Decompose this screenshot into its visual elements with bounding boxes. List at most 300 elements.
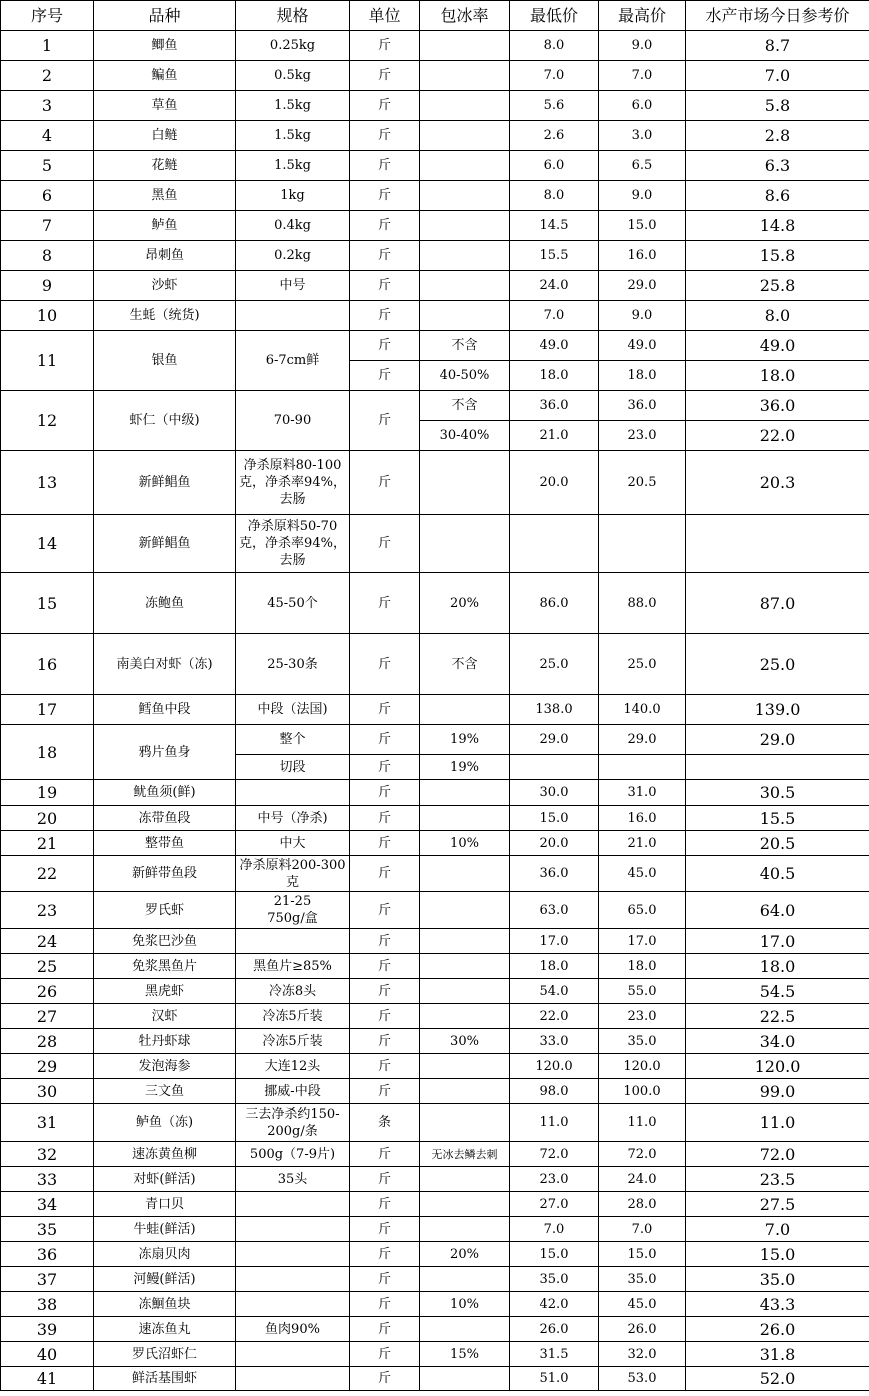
cell-spec: 净杀原料200-300克	[236, 856, 350, 892]
table-row	[1, 1267, 869, 1292]
cell-seq: 17	[1, 695, 94, 725]
cell-spec: 鱼肉90%	[236, 1317, 350, 1342]
cell-ref: 54.5	[686, 979, 869, 1004]
cell-low: 24.0	[510, 271, 599, 301]
cell-unit: 斤	[350, 892, 420, 929]
cell-spec: 0.25kg	[236, 31, 350, 61]
cell-ref: 87.0	[686, 573, 869, 634]
cell-low: 63.0	[510, 892, 599, 929]
cell-seq: 27	[1, 1004, 94, 1029]
cell-high: 25.0	[599, 634, 686, 695]
cell-unit: 斤	[350, 856, 420, 892]
cell-unit: 斤	[350, 271, 420, 301]
cell-ref: 52.0	[686, 1367, 869, 1391]
cell-ice	[420, 91, 510, 121]
header-ref-price: 水产市场今日参考价	[686, 1, 869, 31]
cell-ice	[420, 301, 510, 331]
cell-high: 16.0	[599, 241, 686, 271]
cell-ice: 10%	[420, 1292, 510, 1317]
cell-seq: 15	[1, 573, 94, 634]
table-row	[1, 515, 869, 573]
cell-ice: 20%	[420, 573, 510, 634]
cell-low: 7.0	[510, 1217, 599, 1242]
cell-spec: 净杀原料50-70克，净杀率94%，去肠	[236, 515, 350, 573]
cell-spec: 净杀原料80-100克，净杀率94%，去肠	[236, 451, 350, 515]
cell-ref: 15.8	[686, 241, 869, 271]
table-row	[1, 856, 869, 892]
cell-ref: 25.8	[686, 271, 869, 301]
cell-low: 26.0	[510, 1317, 599, 1342]
table-row	[1, 271, 869, 301]
cell-ice	[420, 181, 510, 211]
cell-low: 6.0	[510, 151, 599, 181]
cell-unit: 斤	[350, 391, 420, 451]
cell-ref: 2.8	[686, 121, 869, 151]
cell-ref: 7.0	[686, 61, 869, 91]
cell-spec	[236, 1192, 350, 1217]
cell-spec: 500g（7-9片)	[236, 1142, 350, 1167]
cell-name: 三文鱼	[94, 1079, 236, 1104]
cell-seq: 33	[1, 1167, 94, 1192]
table-row	[1, 1292, 869, 1317]
cell-spec: 1.5kg	[236, 91, 350, 121]
table-row	[1, 211, 869, 241]
cell-ref: 49.0	[686, 331, 869, 361]
cell-spec: 冷冻5斤装	[236, 1004, 350, 1029]
cell-unit: 斤	[350, 1267, 420, 1292]
cell-low: 49.0	[510, 331, 599, 361]
cell-name: 对虾(鲜活)	[94, 1167, 236, 1192]
cell-ice	[420, 451, 510, 515]
cell-spec: 中段（法国)	[236, 695, 350, 725]
cell-unit: 斤	[350, 31, 420, 61]
cell-spec	[236, 1217, 350, 1242]
cell-ice	[420, 121, 510, 151]
cell-low: 11.0	[510, 1104, 599, 1142]
cell-low: 29.0	[510, 725, 599, 755]
cell-high: 55.0	[599, 979, 686, 1004]
cell-high: 18.0	[599, 361, 686, 391]
cell-ice	[420, 780, 510, 806]
cell-low: 72.0	[510, 1142, 599, 1167]
cell-low: 8.0	[510, 31, 599, 61]
cell-ice: 30%	[420, 1029, 510, 1054]
cell-unit: 斤	[350, 929, 420, 954]
table-row	[1, 1342, 869, 1367]
cell-low: 18.0	[510, 954, 599, 979]
cell-unit: 斤	[350, 1292, 420, 1317]
cell-unit: 斤	[350, 61, 420, 91]
cell-ref: 139.0	[686, 695, 869, 725]
cell-low: 15.5	[510, 241, 599, 271]
cell-low: 7.0	[510, 61, 599, 91]
cell-low: 8.0	[510, 181, 599, 211]
cell-spec	[236, 1292, 350, 1317]
cell-unit: 斤	[350, 1142, 420, 1167]
cell-seq: 13	[1, 451, 94, 515]
cell-seq: 31	[1, 1104, 94, 1142]
cell-name: 鲈鱼	[94, 211, 236, 241]
cell-ref: 72.0	[686, 1142, 869, 1167]
cell-ref: 27.5	[686, 1192, 869, 1217]
cell-unit: 斤	[350, 1167, 420, 1192]
cell-low	[510, 755, 599, 780]
cell-high: 72.0	[599, 1142, 686, 1167]
cell-ice	[420, 241, 510, 271]
cell-seq: 9	[1, 271, 94, 301]
cell-ref: 17.0	[686, 929, 869, 954]
cell-spec: 70-90	[236, 391, 350, 451]
cell-high: 9.0	[599, 181, 686, 211]
cell-ref: 26.0	[686, 1317, 869, 1342]
cell-high: 45.0	[599, 856, 686, 892]
cell-name: 速冻黄鱼柳	[94, 1142, 236, 1167]
cell-low: 5.6	[510, 91, 599, 121]
cell-spec	[236, 780, 350, 806]
cell-name: 鲈鱼（冻)	[94, 1104, 236, 1142]
cell-high: 88.0	[599, 573, 686, 634]
cell-high: 11.0	[599, 1104, 686, 1142]
cell-seq: 36	[1, 1242, 94, 1267]
cell-name: 南美白对虾（冻)	[94, 634, 236, 695]
cell-name: 免浆巴沙鱼	[94, 929, 236, 954]
cell-high: 35.0	[599, 1029, 686, 1054]
cell-seq: 14	[1, 515, 94, 573]
table-row	[1, 892, 869, 929]
cell-seq: 28	[1, 1029, 94, 1054]
cell-spec	[236, 929, 350, 954]
cell-high	[599, 755, 686, 780]
cell-spec	[236, 1267, 350, 1292]
cell-unit: 条	[350, 1104, 420, 1142]
table-row	[1, 954, 869, 979]
header-row	[1, 1, 869, 31]
cell-spec: 整个	[236, 725, 350, 755]
cell-ref: 64.0	[686, 892, 869, 929]
cell-unit: 斤	[350, 121, 420, 151]
cell-ref: 15.0	[686, 1242, 869, 1267]
table-row	[1, 979, 869, 1004]
table-row	[1, 301, 869, 331]
cell-name: 草鱼	[94, 91, 236, 121]
cell-unit: 斤	[350, 755, 420, 780]
cell-seq: 19	[1, 780, 94, 806]
cell-name: 免浆黑鱼片	[94, 954, 236, 979]
cell-name: 牛蛙(鲜活)	[94, 1217, 236, 1242]
cell-seq: 26	[1, 979, 94, 1004]
header-low-price: 最低价	[510, 1, 599, 31]
cell-seq: 35	[1, 1217, 94, 1242]
cell-ice	[420, 1217, 510, 1242]
cell-name: 花鲢	[94, 151, 236, 181]
cell-spec: 21-25 750g/盒	[236, 892, 350, 929]
cell-high: 24.0	[599, 1167, 686, 1192]
cell-ref: 15.5	[686, 806, 869, 831]
cell-seq: 41	[1, 1367, 94, 1391]
cell-low: 30.0	[510, 780, 599, 806]
cell-ref: 18.0	[686, 361, 869, 391]
cell-high: 32.0	[599, 1342, 686, 1367]
cell-unit: 斤	[350, 301, 420, 331]
cell-low: 51.0	[510, 1367, 599, 1391]
cell-unit: 斤	[350, 1192, 420, 1217]
cell-high: 6.5	[599, 151, 686, 181]
cell-high: 100.0	[599, 1079, 686, 1104]
cell-low: 22.0	[510, 1004, 599, 1029]
header-high-price: 最高价	[599, 1, 686, 31]
cell-low: 98.0	[510, 1079, 599, 1104]
table-row	[1, 1004, 869, 1029]
table-row	[1, 634, 869, 695]
cell-ice	[420, 1267, 510, 1292]
cell-seq: 37	[1, 1267, 94, 1292]
cell-high: 31.0	[599, 780, 686, 806]
cell-high: 3.0	[599, 121, 686, 151]
cell-name: 新鲜带鱼段	[94, 856, 236, 892]
cell-spec: 三去净杀约150-200g/条	[236, 1104, 350, 1142]
cell-spec: 1kg	[236, 181, 350, 211]
cell-ice: 30-40%	[420, 421, 510, 451]
cell-high: 28.0	[599, 1192, 686, 1217]
cell-name: 黑鱼	[94, 181, 236, 211]
cell-name: 白鲢	[94, 121, 236, 151]
cell-spec: 1.5kg	[236, 151, 350, 181]
cell-spec: 切段	[236, 755, 350, 780]
cell-ice	[420, 979, 510, 1004]
cell-ref: 29.0	[686, 725, 869, 755]
cell-ice	[420, 31, 510, 61]
cell-spec: 25-30条	[236, 634, 350, 695]
cell-unit: 斤	[350, 361, 420, 391]
cell-spec: 35头	[236, 1167, 350, 1192]
cell-name: 河鳗(鲜活)	[94, 1267, 236, 1292]
table-row	[1, 241, 869, 271]
cell-name: 鳊鱼	[94, 61, 236, 91]
cell-seq: 18	[1, 725, 94, 780]
cell-unit: 斤	[350, 1342, 420, 1367]
cell-seq: 4	[1, 121, 94, 151]
cell-high: 16.0	[599, 806, 686, 831]
cell-ice: 20%	[420, 1242, 510, 1267]
cell-ice: 19%	[420, 755, 510, 780]
cell-low: 138.0	[510, 695, 599, 725]
cell-ice: 不含	[420, 391, 510, 421]
cell-ref: 5.8	[686, 91, 869, 121]
cell-seq: 16	[1, 634, 94, 695]
cell-high: 29.0	[599, 271, 686, 301]
table-row	[1, 695, 869, 725]
cell-spec	[236, 1342, 350, 1367]
cell-low: 23.0	[510, 1167, 599, 1192]
cell-ref: 20.3	[686, 451, 869, 515]
cell-name: 汉虾	[94, 1004, 236, 1029]
cell-unit: 斤	[350, 515, 420, 573]
cell-name: 罗氏沼虾仁	[94, 1342, 236, 1367]
cell-name: 银鱼	[94, 331, 236, 391]
cell-unit: 斤	[350, 1054, 420, 1079]
cell-unit: 斤	[350, 241, 420, 271]
cell-spec	[236, 1367, 350, 1391]
cell-name: 冻扇贝肉	[94, 1242, 236, 1267]
table-row	[1, 806, 869, 831]
table-row	[1, 451, 869, 515]
cell-unit: 斤	[350, 725, 420, 755]
cell-low: 25.0	[510, 634, 599, 695]
cell-spec: 大连12头	[236, 1054, 350, 1079]
table-row	[1, 331, 869, 361]
cell-name: 罗氏虾	[94, 892, 236, 929]
cell-high: 23.0	[599, 421, 686, 451]
table-row	[1, 91, 869, 121]
cell-ref: 35.0	[686, 1267, 869, 1292]
cell-seq: 24	[1, 929, 94, 954]
cell-high: 7.0	[599, 1217, 686, 1242]
cell-ice	[420, 61, 510, 91]
cell-unit: 斤	[350, 954, 420, 979]
cell-spec: 0.4kg	[236, 211, 350, 241]
table-row	[1, 1192, 869, 1217]
cell-ref: 43.3	[686, 1292, 869, 1317]
cell-seq: 32	[1, 1142, 94, 1167]
cell-high: 120.0	[599, 1054, 686, 1079]
cell-low: 36.0	[510, 856, 599, 892]
table-row	[1, 61, 869, 91]
cell-high: 140.0	[599, 695, 686, 725]
table-row	[1, 1079, 869, 1104]
cell-spec	[236, 1242, 350, 1267]
cell-low: 2.6	[510, 121, 599, 151]
table-row	[1, 831, 869, 856]
cell-ref: 23.5	[686, 1167, 869, 1192]
cell-high: 9.0	[599, 301, 686, 331]
cell-ref	[686, 515, 869, 573]
cell-high: 23.0	[599, 1004, 686, 1029]
cell-high: 20.5	[599, 451, 686, 515]
cell-low: 33.0	[510, 1029, 599, 1054]
cell-low: 20.0	[510, 451, 599, 515]
cell-low: 86.0	[510, 573, 599, 634]
cell-ice	[420, 856, 510, 892]
header-ice-rate: 包冰率	[420, 1, 510, 31]
cell-unit: 斤	[350, 780, 420, 806]
cell-ice: 15%	[420, 1342, 510, 1367]
cell-high: 6.0	[599, 91, 686, 121]
cell-ice	[420, 1317, 510, 1342]
cell-low: 42.0	[510, 1292, 599, 1317]
cell-seq: 12	[1, 391, 94, 451]
cell-low: 21.0	[510, 421, 599, 451]
cell-name: 虾仁（中级)	[94, 391, 236, 451]
cell-ref: 22.5	[686, 1004, 869, 1029]
header-name: 品种	[94, 1, 236, 31]
cell-low: 15.0	[510, 806, 599, 831]
cell-ref: 34.0	[686, 1029, 869, 1054]
table-row	[1, 1367, 869, 1391]
cell-name: 生蚝（统货)	[94, 301, 236, 331]
cell-unit: 斤	[350, 634, 420, 695]
cell-spec: 1.5kg	[236, 121, 350, 151]
cell-ice: 不含	[420, 331, 510, 361]
table-row	[1, 1167, 869, 1192]
cell-unit: 斤	[350, 695, 420, 725]
cell-name: 发泡海参	[94, 1054, 236, 1079]
cell-name: 鲜活基围虾	[94, 1367, 236, 1391]
cell-ice: 无冰去鳞去刺	[420, 1142, 510, 1167]
cell-unit: 斤	[350, 1367, 420, 1391]
cell-low: 17.0	[510, 929, 599, 954]
cell-seq: 11	[1, 331, 94, 391]
table-row	[1, 1104, 869, 1142]
table-row	[1, 1317, 869, 1342]
cell-spec: 黑鱼片≥85%	[236, 954, 350, 979]
cell-spec: 0.5kg	[236, 61, 350, 91]
cell-ice	[420, 271, 510, 301]
cell-low: 36.0	[510, 391, 599, 421]
cell-seq: 5	[1, 151, 94, 181]
cell-seq: 38	[1, 1292, 94, 1317]
cell-unit: 斤	[350, 1079, 420, 1104]
cell-name: 冻鮰鱼块	[94, 1292, 236, 1317]
cell-unit: 斤	[350, 1217, 420, 1242]
table-row	[1, 31, 869, 61]
cell-high: 9.0	[599, 31, 686, 61]
cell-ice	[420, 929, 510, 954]
cell-seq: 8	[1, 241, 94, 271]
cell-ref: 99.0	[686, 1079, 869, 1104]
cell-low: 7.0	[510, 301, 599, 331]
cell-high: 53.0	[599, 1367, 686, 1391]
cell-name: 冻带鱼段	[94, 806, 236, 831]
cell-seq: 34	[1, 1192, 94, 1217]
cell-high: 15.0	[599, 1242, 686, 1267]
cell-ice	[420, 806, 510, 831]
cell-ice	[420, 1054, 510, 1079]
cell-name: 鱿鱼须(鲜)	[94, 780, 236, 806]
cell-seq: 39	[1, 1317, 94, 1342]
cell-unit: 斤	[350, 806, 420, 831]
cell-name: 新鲜鲳鱼	[94, 451, 236, 515]
cell-name: 青口贝	[94, 1192, 236, 1217]
cell-ice	[420, 954, 510, 979]
cell-ice	[420, 892, 510, 929]
cell-unit: 斤	[350, 1317, 420, 1342]
cell-seq: 25	[1, 954, 94, 979]
cell-ice	[420, 695, 510, 725]
table-row	[1, 121, 869, 151]
cell-seq: 21	[1, 831, 94, 856]
cell-unit: 斤	[350, 91, 420, 121]
cell-seq: 29	[1, 1054, 94, 1079]
cell-unit: 斤	[350, 211, 420, 241]
cell-seq: 6	[1, 181, 94, 211]
table-row	[1, 780, 869, 806]
cell-name: 昂刺鱼	[94, 241, 236, 271]
cell-high: 18.0	[599, 954, 686, 979]
cell-ref: 8.7	[686, 31, 869, 61]
cell-ref: 6.3	[686, 151, 869, 181]
cell-ice: 40-50%	[420, 361, 510, 391]
cell-unit: 斤	[350, 831, 420, 856]
cell-seq: 23	[1, 892, 94, 929]
cell-seq: 2	[1, 61, 94, 91]
cell-high: 45.0	[599, 1292, 686, 1317]
table-row	[1, 1217, 869, 1242]
cell-high: 21.0	[599, 831, 686, 856]
cell-low: 27.0	[510, 1192, 599, 1217]
cell-ice: 不含	[420, 634, 510, 695]
cell-unit: 斤	[350, 181, 420, 211]
cell-unit: 斤	[350, 331, 420, 361]
